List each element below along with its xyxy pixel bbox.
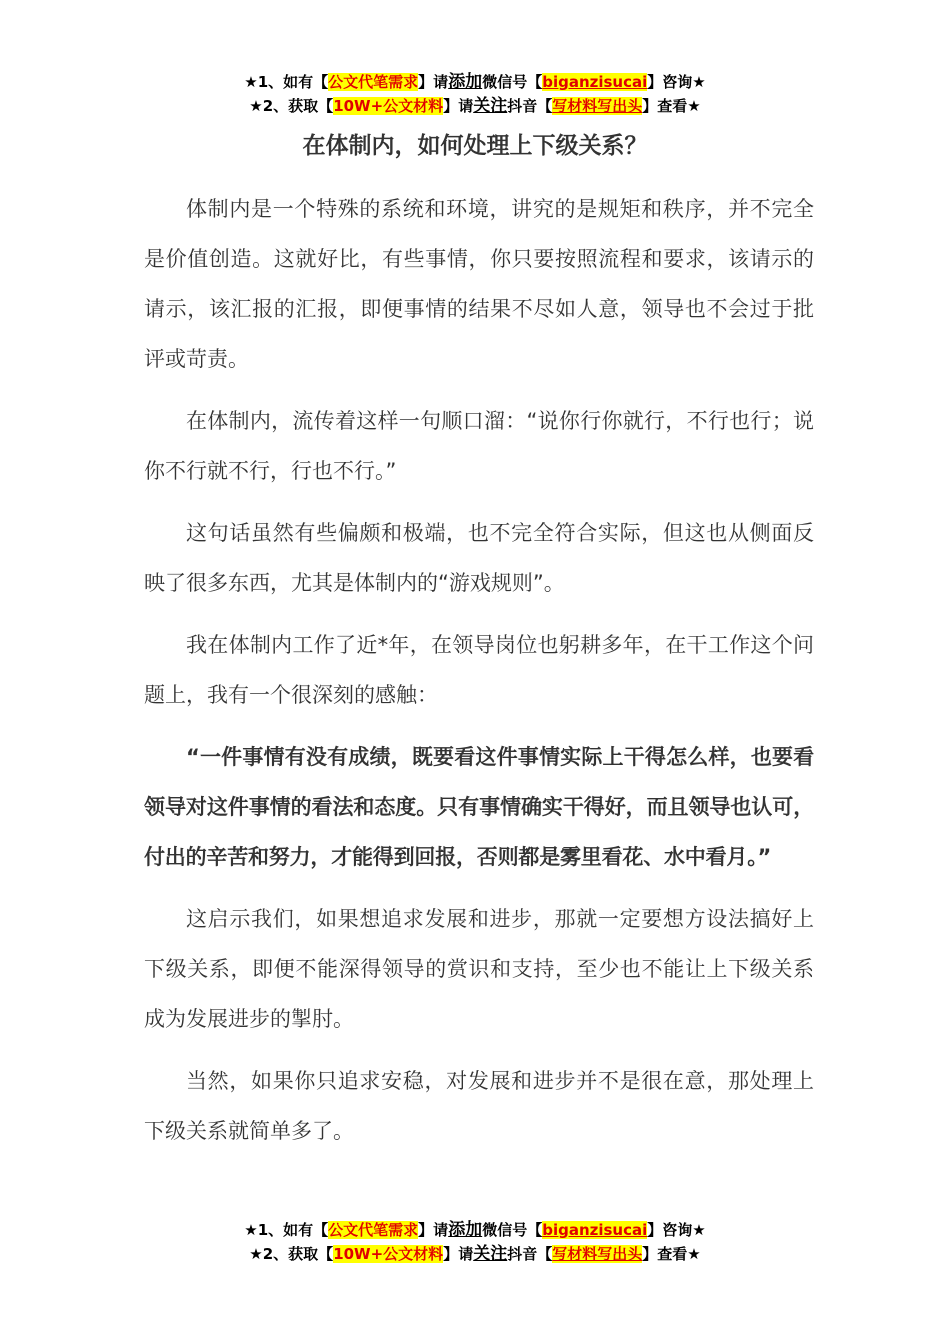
bottom-banner-line-1-wechat-id[interactable]: biganzisucai (542, 1221, 648, 1239)
bottom-banner-line-2-highlight-materials: 10W+公文材料 (333, 1245, 444, 1263)
banner-line-2-douyin-account[interactable]: 写材料写出头 (552, 97, 643, 115)
paragraph-1: 体制内是一个特殊的系统和环境，讲究的是规矩和秩序，并不完全是价值创造。这就好比，有些事情，你只要按照流程和要求，该请示的请示，该汇报的汇报，即便事情的结果不尽如人意，领导也不会过于批评或苛责。 (144, 197, 814, 371)
bottom-banner-line-2-emphasis: 关注 (473, 1244, 508, 1264)
banner-line-2-suffix: 】查看★ (642, 97, 701, 115)
bottom-banner-line-2 (0, 1242, 950, 1266)
banner-line-1-mid: 】请 (418, 73, 449, 91)
top-banner (0, 70, 950, 118)
bottom-banner-line-1-prefix: ★1、如有【 (244, 1221, 329, 1239)
banner-line-2-emphasis: 关注 (473, 96, 508, 116)
bottom-banner-line-1-mid: 】请 (418, 1221, 449, 1239)
bottom-banner-line-1-highlight-service: 公文代笔需求 (328, 1221, 419, 1239)
quote-paragraph: “一件事情有没有成绩，既要看这件事情实际上干得怎么样，也要看领导对这件事情的看法和态度。只有事情确实干得好，而且领导也认可，付出的辛苦和努力，才能得到回报，否则都是雾里看花、水中看月。” (144, 745, 814, 869)
bottom-banner-line-2-prefix: ★2、获取【 (249, 1245, 334, 1263)
bottom-banner-line-2-mid2: 抖音【 (507, 1245, 553, 1263)
banner-line-1 (0, 70, 950, 94)
bottom-banner-line-1-mid2: 微信号【 (482, 1221, 543, 1239)
banner-line-2-prefix: ★2、获取【 (249, 97, 334, 115)
banner-line-1-highlight-service: 公文代笔需求 (328, 73, 419, 91)
banner-line-2-mid: 】请 (443, 97, 474, 115)
banner-line-2-highlight-materials: 10W+公文材料 (333, 97, 444, 115)
bottom-banner (0, 1218, 950, 1266)
paragraph-7: 当然，如果你只追求安稳，对发展和进步并不是很在意，那处理上下级关系就简单多了。 (144, 1069, 814, 1143)
article-title: 在体制内，如何处理上下级关系？ (302, 133, 648, 159)
banner-line-2 (0, 94, 950, 118)
article-body (144, 184, 814, 1168)
banner-line-1-wechat-id[interactable]: biganzisucai (542, 73, 648, 91)
bottom-banner-line-1-suffix: 】咨询★ (647, 1221, 706, 1239)
paragraph-3: 这句话虽然有些偏颇和极端，也不完全符合实际，但这也从侧面反映了很多东西，尤其是体制内的“游戏规则”。 (144, 521, 814, 595)
bottom-banner-line-2-douyin-account[interactable]: 写材料写出头 (552, 1245, 643, 1263)
bottom-banner-line-1-emphasis: 添加 (448, 1220, 483, 1240)
bottom-banner-line-2-suffix: 】查看★ (642, 1245, 701, 1263)
banner-line-2-mid2: 抖音【 (507, 97, 553, 115)
paragraph-4: 我在体制内工作了近*年，在领导岗位也躬耕多年，在干工作这个问题上，我有一个很深刻的感触： (144, 633, 814, 707)
banner-line-1-prefix: ★1、如有【 (244, 73, 329, 91)
paragraph-2: 在体制内，流传着这样一句顺口溜：“说你行你就行，不行也行；说你不行就不行，行也不行。” (144, 409, 814, 483)
paragraph-6: 这启示我们，如果想追求发展和进步，那就一定要想方设法搞好上下级关系，即便不能深得领导的赏识和支持，至少也不能让上下级关系成为发展进步的掣肘。 (144, 907, 814, 1031)
banner-line-1-mid2: 微信号【 (482, 73, 543, 91)
bottom-banner-line-1 (0, 1218, 950, 1242)
bottom-banner-line-2-mid: 】请 (443, 1245, 474, 1263)
banner-line-1-suffix: 】咨询★ (647, 73, 706, 91)
banner-line-1-emphasis: 添加 (448, 72, 483, 92)
